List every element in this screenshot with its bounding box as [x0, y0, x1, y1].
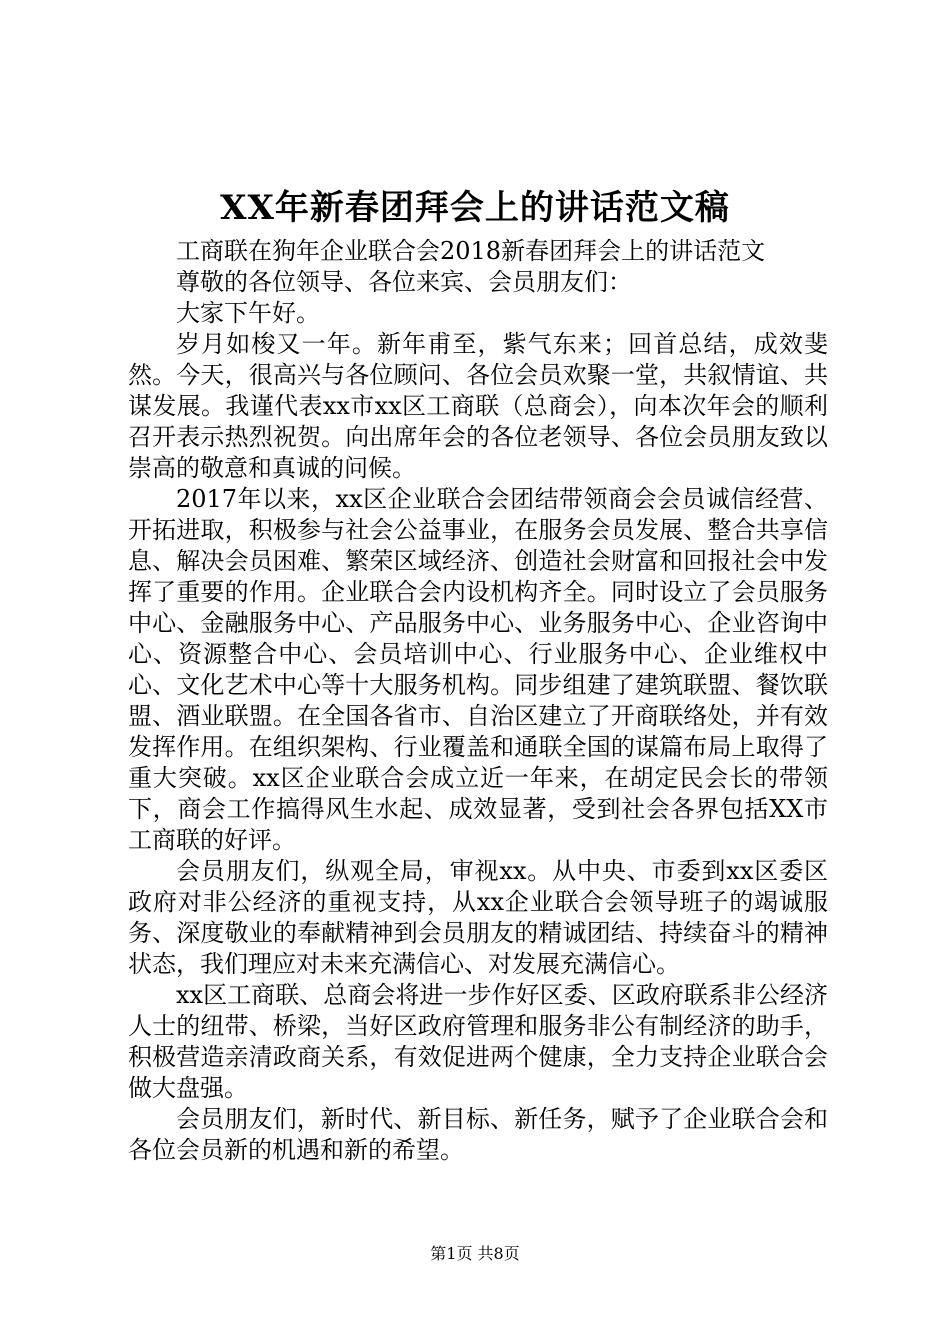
page-number-footer: 第1页 共8页	[430, 1244, 520, 1263]
paragraph-new-era: 会员朋友们，新时代、新目标、新任务，赋予了企业联合会和各位会员新的机遇和新的希望。	[128, 1105, 828, 1164]
paragraph-commitment: xx区工商联、总商会将进一步作好区委、区政府联系非公经济人士的纽带、桥梁，当好区政府管理和服务非公有制经济的助手，积极营造亲清政商关系，有效促进两个健康，全力支持企业联合会做大盘强。	[128, 981, 828, 1102]
paragraph-achievements: 2017年以来，xx区企业联合会团结带领商会会员诚信经营、开拓进取，积极参与社会公益事业，在服务会员发展、整合共享信息、解决会员困难、繁荣区域经济、创造社会财富和回报社会中发挥了重要的作用。企业联合会内设机构齐全。同时设立了会员服务中心、金融服务中心、产品服务中心、业务服务中心、企业咨询中心、资源整合中心、会员培训中心、行业服务中心、企业维权中心、文化艺术中心等十大服务机构。同步组建了建筑联盟、餐饮联盟、酒业联盟。在全国各省市、自治区建立了开商联络处，并有效发挥作用。在组织架构、行业覆盖和通联全国的谋篇布局上取得了重大突破。xx区企业联合会成立近一年来，在胡定民会长的带领下，商会工作搞得风生水起、成效显著，受到社会各界包括XX市工商联的好评。	[128, 485, 828, 854]
paragraph-greeting: 大家下午好。	[176, 299, 320, 327]
paragraph-salutation: 尊敬的各位领导、各位来宾、会员朋友们：	[176, 268, 632, 296]
document-title: XX年新春团拜会上的讲话范文稿	[220, 188, 730, 228]
document-body	[128, 236, 828, 1166]
paragraph-heading-line: 工商联在狗年企业联合会2018新春团拜会上的讲话范文	[176, 237, 766, 265]
paragraph-opening: 岁月如梭又一年。新年甫至，紫气东来；回首总结，成效斐然。今天，很高兴与各位顾问、各位会员欢聚一堂，共叙情谊、共谋发展。我谨代表xx市xx区工商联（总商会），向本次年会的顺利召开表示热烈祝贺。向出席年会的各位老领导、各位会员朋友致以崇高的敬意和真诚的问候。	[128, 330, 828, 482]
paragraph-confidence: 会员朋友们，纵观全局，审视xx。从中央、市委到xx区委区政府对非公经济的重视支持，从xx企业联合会领导班子的竭诚服务、深度敬业的奉献精神到会员朋友的精诚团结、持续奋斗的精神状态，我们理应对未来充满信心、对发展充满信心。	[128, 857, 828, 978]
